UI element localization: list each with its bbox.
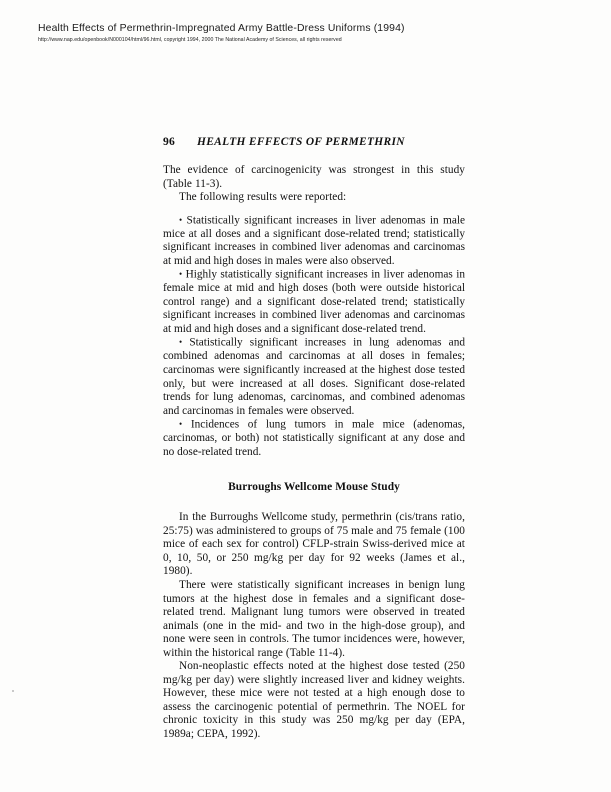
list-item-text: Statistically significant increases in lung adenomas and combined adenomas and carcinomas at all doses in females; carcinomas were significantly increased at the highest dose tested only, but were increased at all doses. Significant dose-related trends for lung adenomas, carcinomas, and combined adenomas and carcinomas in females were observed.	[163, 336, 465, 417]
scan-source-url: http://www.nap.edu/openbook/N000104/html/96.html, copyright 1994, 2000 The National Academy of Sciences, all rights reserved	[38, 37, 342, 44]
bullet-icon: •	[179, 419, 183, 430]
list-item	[163, 268, 465, 336]
section-paragraph-1: In the Burroughs Wellcome study, permethrin (cis/trans ratio, 25:75) was administered to groups of 75 male and 75 female (100 mice of each sex for control) CFLP-strain Swiss-derived mice at 0, 10, 50, or 250 mg/kg per day for 92 weeks (James et al., 1980).	[163, 511, 465, 578]
scan-header	[38, 23, 578, 44]
list-item-text: Incidences of lung tumors in male mice (adenomas, carcinomas, or both) not statistically significant at any dose and no dose-related trend.	[163, 418, 465, 458]
bullet-icon: •	[179, 269, 183, 280]
page-number: 96	[163, 135, 175, 148]
results-bullet-list	[163, 214, 465, 460]
section-paragraph-2: There were statistically significant increases in benign lung tumors at the highest dose in females and a significant dose-related trend. Malignant lung tumors were observed in treated animals (one in the mid- and two in the high-dose group), and none were seen in controls. The tumor incidences were, however, within the historical range (Table 11-4).	[163, 578, 465, 659]
list-item-text: Statistically significant increases in liver adenomas in male mice at all doses and a significant dose-related trend; statistically significant increases in combined liver adenomas and carcinomas at mid and high doses in males were also observed.	[163, 214, 465, 267]
list-item	[163, 214, 465, 269]
intro-paragraph-2: The following results were reported:	[179, 191, 347, 204]
list-item	[163, 418, 465, 459]
list-item	[163, 336, 465, 418]
list-item-text: Highly statistically significant increases in liver adenomas in female mice at mid and high doses (both were outside historical control range) and a significant dose-related trend; statistically significant increases in combined liver adenomas and carcinomas at mid and high doses and a significant dose-related trend.	[163, 268, 465, 335]
running-head-title: HEALTH EFFECTS OF PERMETHRIN	[197, 136, 405, 148]
bullet-icon: •	[179, 337, 183, 348]
running-head	[163, 135, 465, 148]
scan-artifact-speck	[12, 690, 14, 692]
bullet-icon: •	[179, 214, 183, 225]
section-body	[163, 511, 465, 741]
section-heading: Burroughs Wellcome Mouse Study	[228, 481, 400, 494]
section-paragraph-3: Non-neoplastic effects noted at the highest dose tested (250 mg/kg per day) were slightly increased liver and kidney weights. However, these mice were not tested at a high enough dose to assess the carcinogenic potential of permethrin. The NOEL for chronic toxicity in this study was 250 mg/kg per day (EPA, 1989a; CEPA, 1992).	[163, 660, 465, 740]
scan-book-title: Health Effects of Permethrin-Impregnated Army Battle-Dress Uniforms (1994)	[38, 23, 405, 34]
intro-paragraph-1: The evidence of carcinogenicity was strongest in this study (Table 11-3).	[163, 164, 465, 190]
page-content	[163, 135, 465, 742]
